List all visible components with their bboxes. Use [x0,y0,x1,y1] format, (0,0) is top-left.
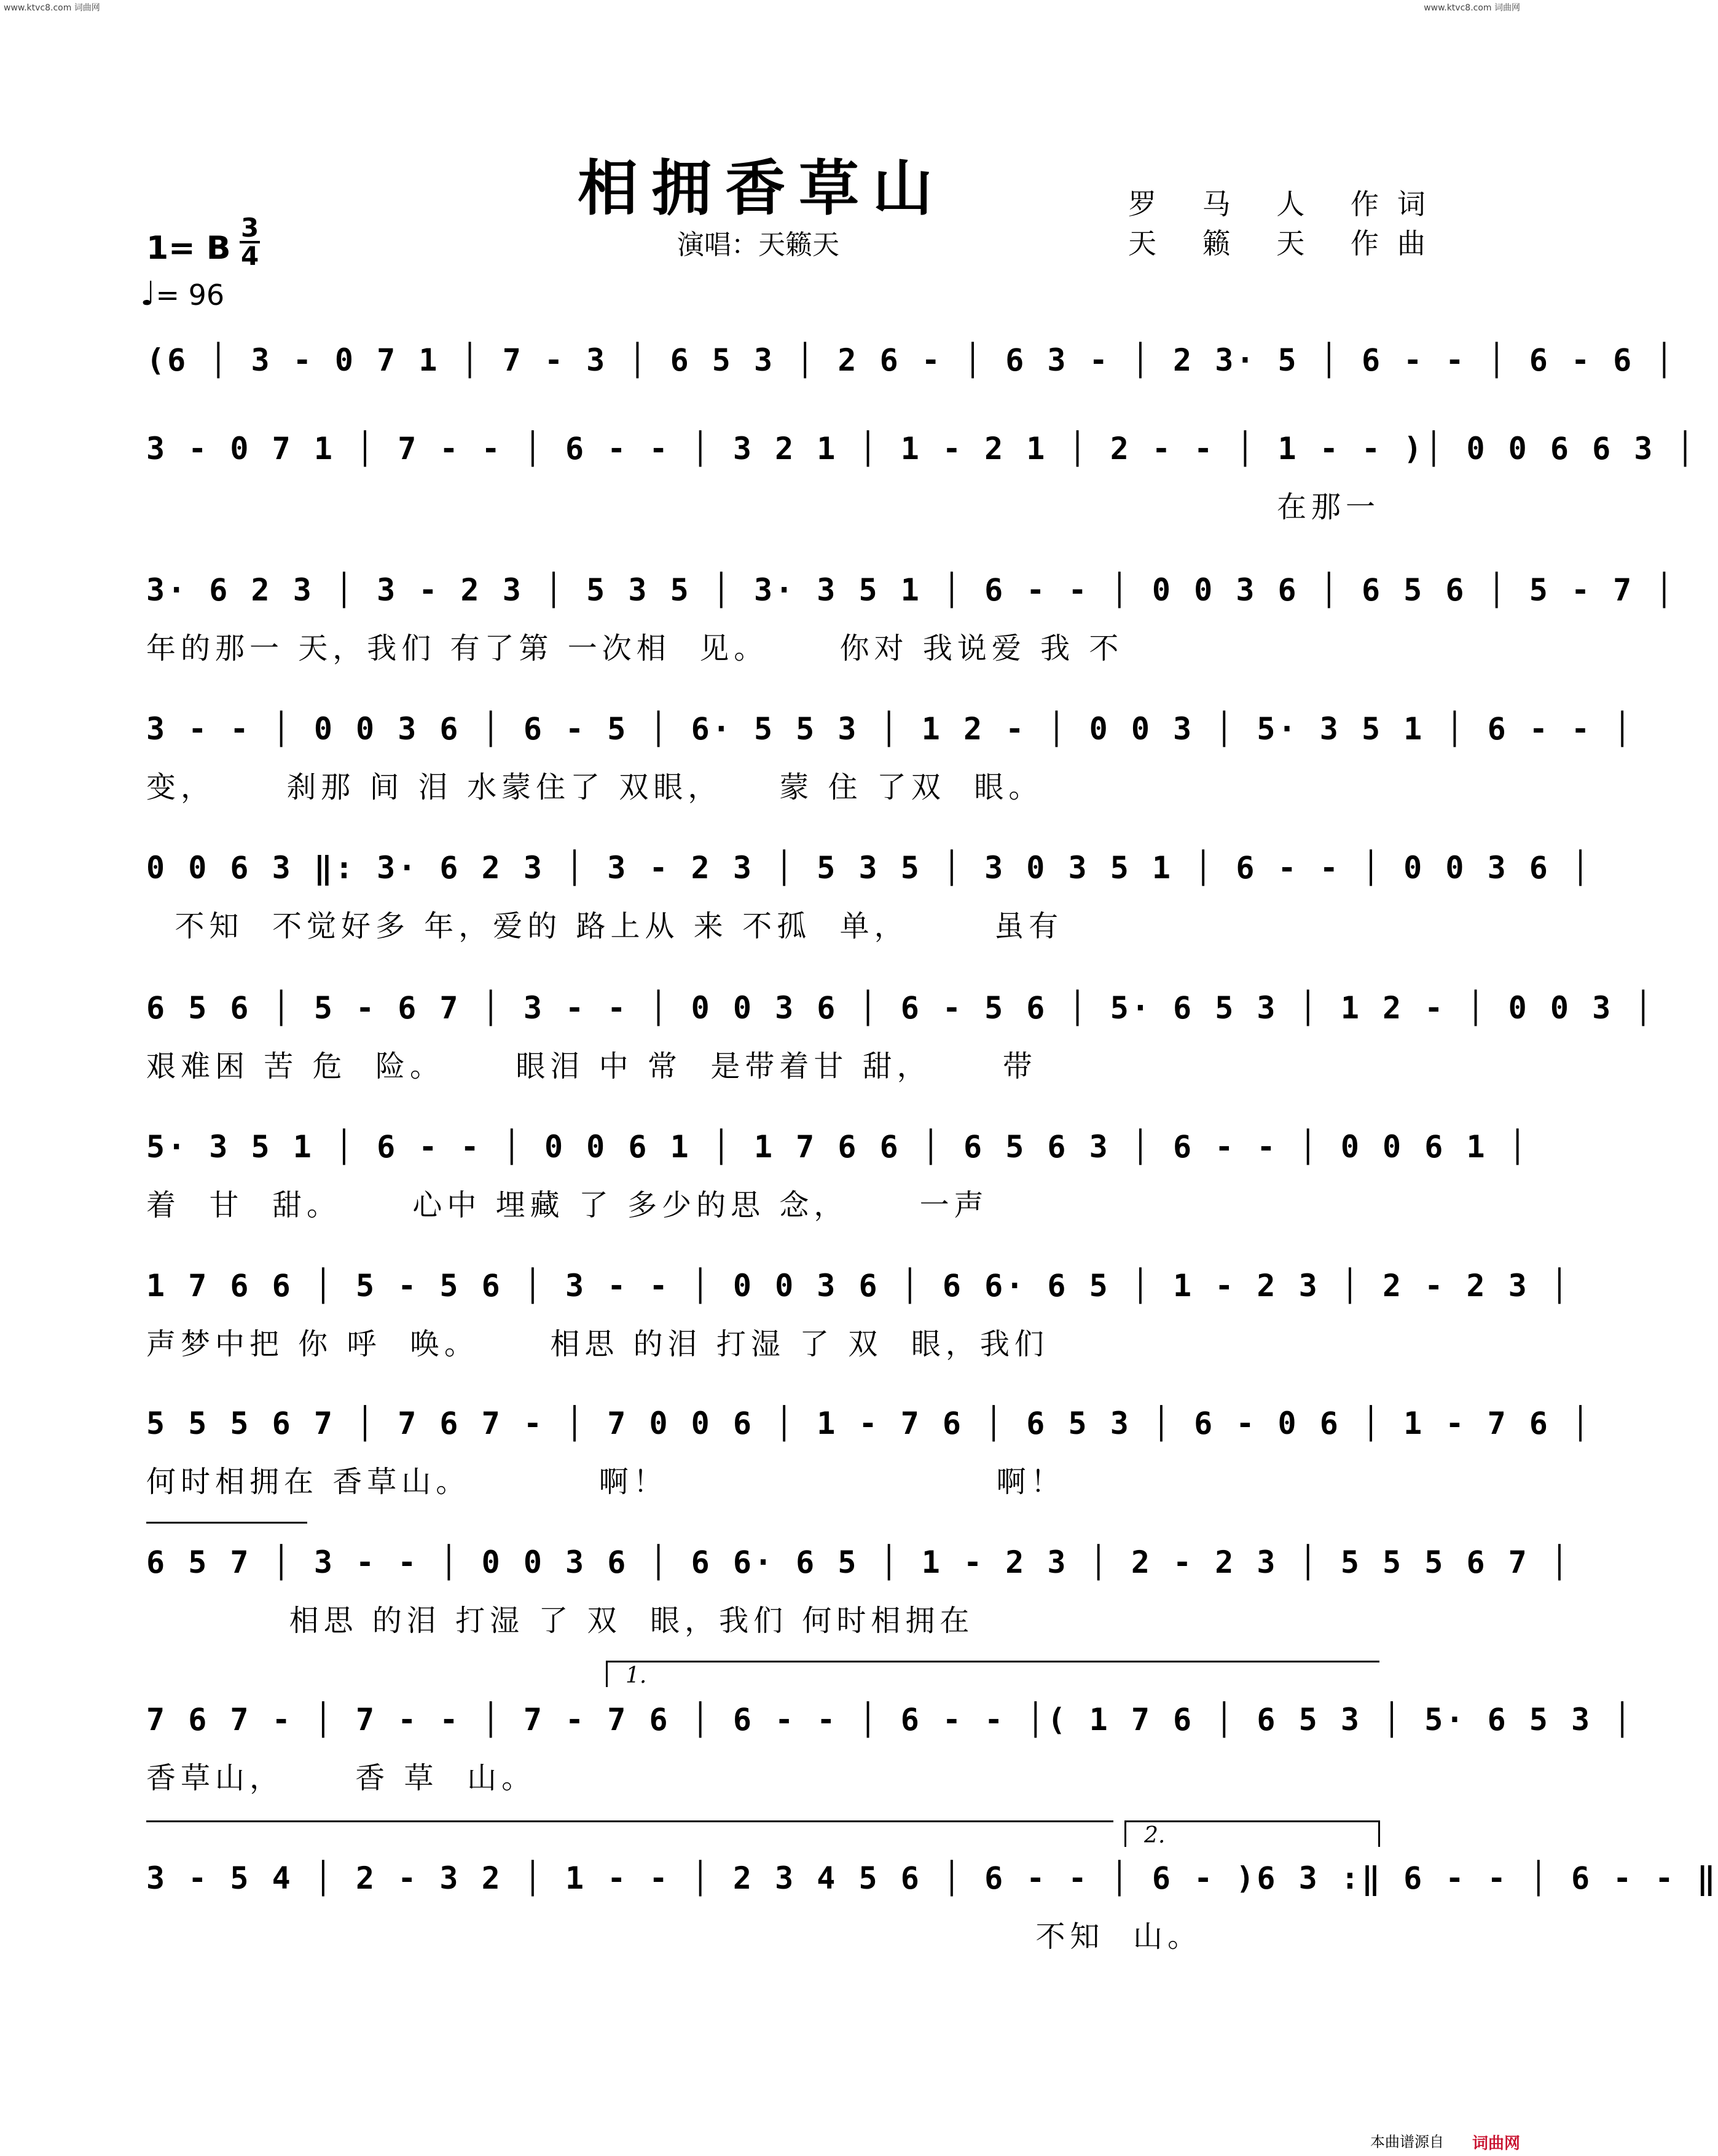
notation-line: 3 - 0 7 1 │ 7 - - │ 6 - - │ 3 2 1 │ 1 - 2 1 │ 2 - - │ 1 - - )│ 0 0 6 6 3 │ [146,431,1697,466]
notation-line: 6 5 7 │ 3 - - │ 0 0 3 6 │ 6 6· 6 5 │ 1 - 2 3 │ 2 - 2 3 │ 5 5 5 6 7 │ [146,1544,1571,1580]
first-ending-label: 1. [626,1663,647,1688]
notation-line: 3 - - │ 0 0 3 6 │ 6 - 5 │ 6· 5 5 3 │ 1 2 - │ 0 0 3 │ 5· 3 5 1 │ 6 - - │ [146,711,1634,747]
second-ending-label: 2. [1144,1823,1166,1848]
lyric-line: 不知 山。 [1035,1919,1202,1954]
notation-line: 7 6 7 - │ 7 - - │ 7 - 7 6 │ 6 - - │ 6 - - │( 1 7 6 │ 6 5 3 │ 5· 6 5 3 │ [146,1702,1634,1737]
source-note: 本曲谱源自 [1370,2133,1444,2150]
lyric-line: 相思 的泪 打湿 了 双 眼，我们 何时相拥在 [146,1603,975,1638]
site-watermark-left: www.ktvc8.com 词曲网 [4,3,100,13]
lyric-line: 艰难困 苦 危 险。 眼泪 中 常 是带着甘 甜， 带 [146,1049,1037,1084]
key-signature: 1= B [146,230,231,267]
notation-line: 5· 3 5 1 │ 6 - - │ 0 0 6 1 │ 1 7 6 6 │ 6 5 6 3 │ 6 - - │ 0 0 6 1 │ [146,1129,1529,1165]
tempo-value: = 96 [155,278,225,312]
time-signature [240,215,260,269]
lyric-line: 着 甘 甜。 心中 埋藏 了 多少的思 念， 一声 [146,1188,989,1222]
lyric-line: 香草山， 香 草 山。 [146,1761,536,1795]
song-title: 相拥香草山 [577,153,946,224]
notation-line: 3 - 5 4 │ 2 - 3 2 │ 1 - - │ 2 3 4 5 6 │ 6 - - │ 6 - )6 3 :‖ 6 - - │ 6 - - ‖ [146,1860,1718,1896]
tie-line [146,1820,1113,1822]
notation-line: 5 5 5 6 7 │ 7 6 7 - │ 7 0 0 6 │ 1 - 7 6 │ 6 5 3 │ 6 - 0 6 │ 1 - 7 6 │ [146,1406,1593,1441]
notation-line: 3· 6 2 3 │ 3 - 2 3 │ 5 3 5 │ 3· 3 5 1 │ 6 - - │ 0 0 3 6 │ 6 5 6 │ 5 - 7 │ [146,572,1676,608]
singer-credit: 演唱：天籁天 [677,229,839,261]
tempo-marking [140,274,224,313]
lyric-line: 在那一 [1276,490,1380,524]
lyric-line: 变， 刹那 间 泪 水蒙住了 双眼， 蒙 住 了双 眼。 [146,770,1043,805]
notation-line: 1 7 6 6 │ 5 - 5 6 │ 3 - - │ 0 0 3 6 │ 6 6· 6 5 │ 1 - 2 3 │ 2 - 2 3 │ [146,1268,1571,1304]
notation-line: 0 0 6 3 ‖: 3· 6 2 3 │ 3 - 2 3 │ 5 3 5 │ 3 0 3 5 1 │ 6 - - │ 0 0 3 6 │ [146,850,1593,886]
time-signature-bottom: 4 [241,241,259,271]
first-ending-bracket [606,1661,1379,1687]
lyric-line: 何时相拥在 香草山。 啊！ 啊！ [146,1465,1065,1499]
tie-line [146,1522,307,1524]
composer-credit: 天 籁 天 作曲 [1128,227,1444,260]
source-logo: 词曲网 [1472,2134,1520,2153]
lyric-line: 声梦中把 你 呼 唤。 相思 的泪 打湿 了 双 眼，我们 [146,1327,1049,1361]
quarter-note-icon: ♩ [140,274,156,313]
lyric-line: 不知 不觉好多 年，爱的 路上从 来 不孤 单， 虽有 [146,909,1064,943]
lyricist-credit: 罗 马 人 作词 [1128,187,1444,221]
notation-line: (6 │ 3 - 0 7 1 │ 7 - 3 │ 6 5 3 │ 2 6 - │ 6 3 - │ 2 3· 5 │ 6 - - │ 6 - 6 │ [146,342,1676,378]
lyric-line: 年的那一 天，我们 有了第 一次相 见。 你对 我说爱 我 不 [146,631,1124,666]
time-signature-top: 3 [241,213,259,243]
notation-line: 6 5 6 │ 5 - 6 7 │ 3 - - │ 0 0 3 6 │ 6 - 5 6 │ 5· 6 5 3 │ 1 2 - │ 0 0 3 │ [146,990,1655,1026]
site-watermark-right: www.ktvc8.com 词曲网 [1424,3,1520,13]
